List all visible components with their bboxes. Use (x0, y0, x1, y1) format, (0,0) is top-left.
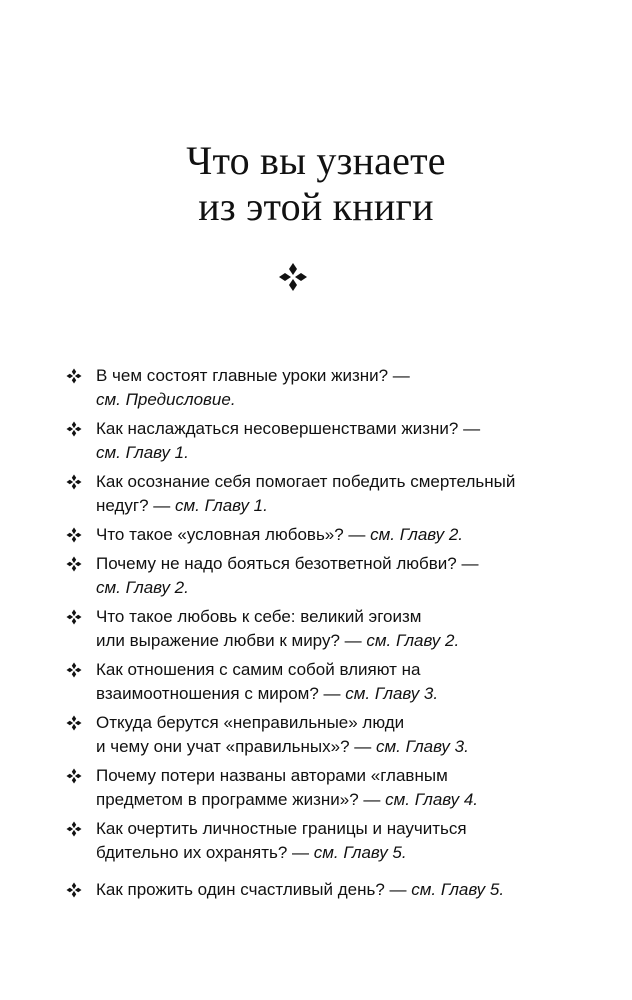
question-text: бдительно их охранять? — (96, 843, 314, 862)
contents-item (60, 417, 580, 465)
four-diamond-bullet-icon (66, 821, 82, 837)
chapter-reference: см. Главу 2. (370, 525, 464, 544)
contents-list (60, 364, 580, 907)
contents-item-line (96, 682, 580, 706)
question-text: взаимоотношения с миром? — (96, 684, 346, 703)
contents-item (60, 817, 580, 865)
chapter-reference: см. Предисловие. (96, 390, 236, 409)
chapter-reference: см. Главу 1. (96, 443, 189, 462)
contents-item-line (96, 388, 580, 412)
chapter-reference: см. Главу 5. (313, 843, 407, 862)
contents-item-line (96, 764, 580, 788)
question-text: или выражение любви к миру? — (96, 631, 367, 650)
four-diamond-fleuron-icon (278, 262, 308, 292)
chapter-reference: см. Главу 2. (96, 578, 189, 597)
four-diamond-bullet-icon (66, 368, 82, 384)
question-text: Что такое «условная любовь»? — (96, 525, 371, 544)
chapter-reference: см. Главу 2. (366, 631, 460, 650)
question-text: Как отношения с самим собой влияют на (96, 660, 421, 679)
question-text: Почему не надо бояться безответной любви? — (96, 554, 479, 573)
four-diamond-bullet-icon (66, 421, 82, 437)
contents-item-line (96, 878, 580, 902)
question-text: Что такое любовь к себе: великий эгоизм (96, 607, 422, 626)
question-text: В чем состоят главные уроки жизни? — (96, 366, 410, 385)
four-diamond-bullet-icon (66, 662, 82, 678)
page-title-line-1: Что вы узнаете (186, 138, 446, 183)
question-text: Как прожить один счастливый день? — (96, 880, 412, 899)
contents-item (60, 764, 580, 812)
contents-item-line (96, 494, 580, 518)
contents-item-line (96, 788, 580, 812)
question-text: и чему они учат «правильных»? — (96, 737, 376, 756)
question-text: недуг? — (96, 496, 175, 515)
contents-item-line (96, 841, 580, 865)
page-title (0, 138, 632, 230)
contents-item-line (96, 523, 580, 547)
question-text: Откуда берутся «неправильные» люди (96, 713, 405, 732)
contents-item-line (96, 576, 580, 600)
contents-item-line (96, 735, 580, 759)
contents-item (60, 658, 580, 706)
contents-item-line (96, 711, 580, 735)
chapter-reference: см. Главу 3. (345, 684, 439, 703)
question-text: предметом в программе жизни»? — (96, 790, 386, 809)
question-text: Как наслаждаться несовершенствами жизни? — (96, 419, 481, 438)
contents-item-line (96, 629, 580, 653)
chapter-reference: см. Главу 3. (375, 737, 469, 756)
chapter-reference: см. Главу 1. (175, 496, 268, 515)
contents-item (60, 878, 580, 902)
question-text: Как осознание себя помогает победить смертельный (96, 472, 516, 491)
chapter-reference: см. Главу 4. (385, 790, 478, 809)
page-title-line-2: из этой книги (198, 184, 434, 229)
four-diamond-bullet-icon (66, 474, 82, 490)
chapter-reference: см. Главу 5. (411, 880, 505, 899)
contents-item (60, 605, 580, 653)
contents-item-line (96, 817, 580, 841)
contents-item (60, 523, 580, 547)
four-diamond-bullet-icon (66, 882, 82, 898)
contents-item (60, 711, 580, 759)
contents-item-line (96, 658, 580, 682)
contents-item (60, 552, 580, 600)
contents-item-line (96, 470, 580, 494)
question-text: Почему потери названы авторами «главным (96, 766, 448, 785)
contents-item (60, 364, 580, 412)
four-diamond-bullet-icon (66, 556, 82, 572)
contents-item (60, 470, 580, 518)
four-diamond-bullet-icon (66, 715, 82, 731)
contents-item-line (96, 364, 580, 388)
four-diamond-bullet-icon (66, 768, 82, 784)
four-diamond-bullet-icon (66, 609, 82, 625)
four-diamond-bullet-icon (66, 527, 82, 543)
question-text: Как очертить личностные границы и научиться (96, 819, 467, 838)
contents-item-line (96, 441, 580, 465)
contents-item-line (96, 605, 580, 629)
contents-item-line (96, 417, 580, 441)
contents-item-line (96, 552, 580, 576)
